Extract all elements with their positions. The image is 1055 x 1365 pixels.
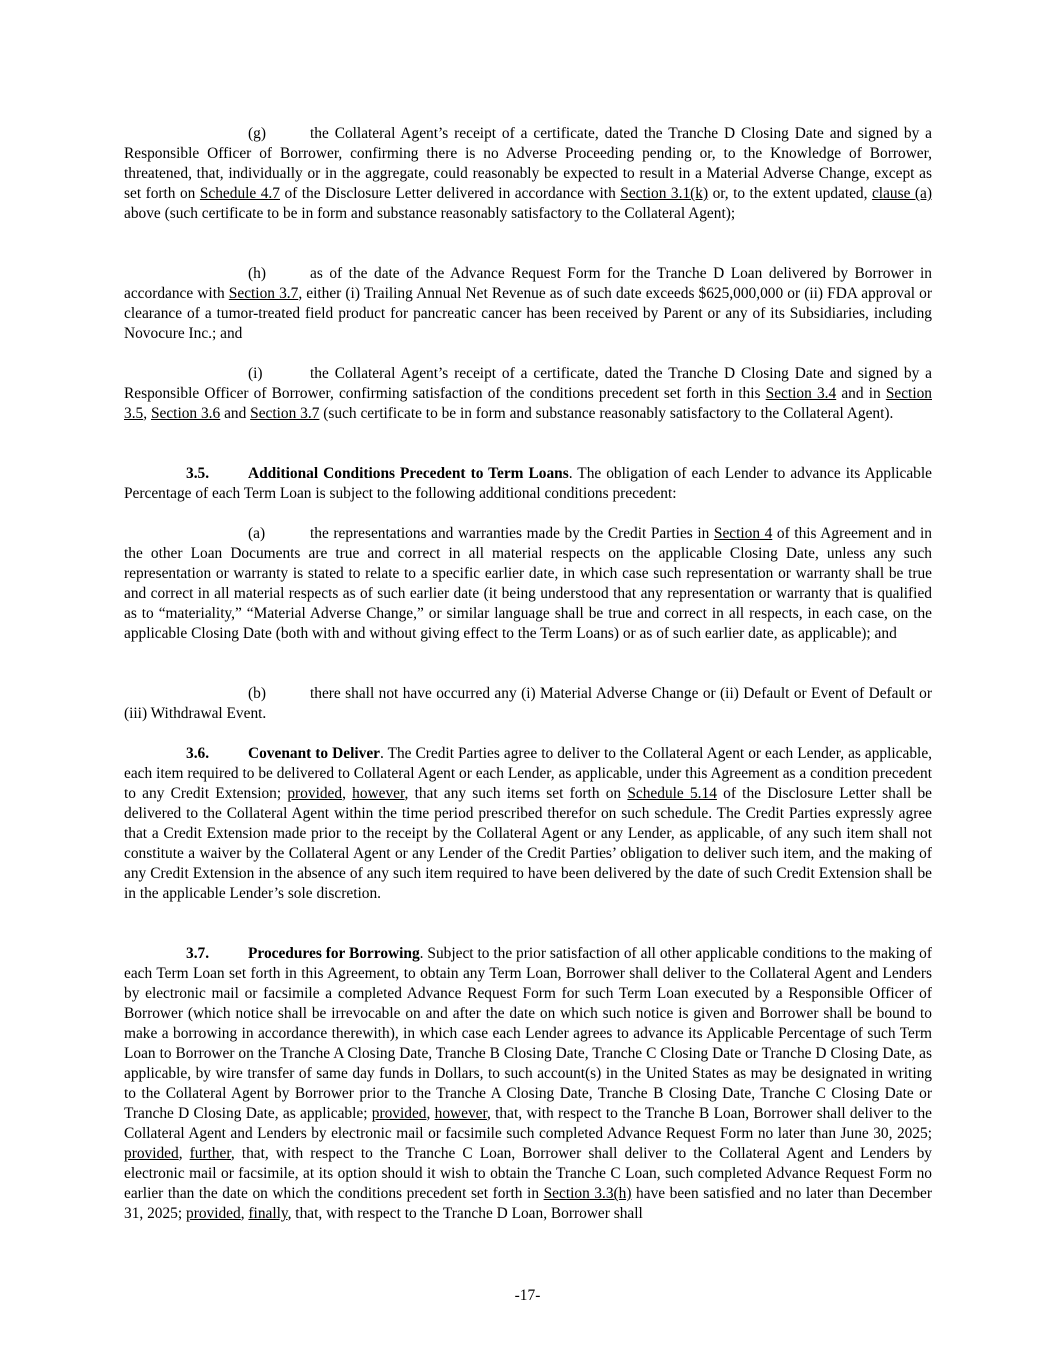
section-3-6-link: Section 3.6 <box>150 405 221 422</box>
however-term: however <box>352 785 405 802</box>
text: . The obligation of each Lender to advance its Applicable Percentage of each Term Loan is subject to the following additional conditions precedent: <box>124 465 932 502</box>
section-number: 3.6. <box>186 745 210 762</box>
text: , <box>143 405 151 422</box>
clause-label: (b) <box>248 685 266 702</box>
paragraph-h <box>124 264 932 344</box>
text: , that, with respect to the Tranche D Loan, Borrower shall <box>287 1205 643 1222</box>
section-heading: Additional Conditions Precedent to Term Loans <box>248 465 569 482</box>
clause-a-link: clause (a) <box>871 185 932 202</box>
text: , <box>178 1145 190 1162</box>
section-number: 3.5. <box>186 465 210 482</box>
section-3-6 <box>124 744 932 904</box>
schedule-4-7-link: Schedule 4.7 <box>199 185 280 202</box>
text: , that, with respect to the Tranche C Loan, Borrower shall deliver to the Collateral Agent and Lenders by electronic mail or facsimile, at its option should it wish to obtain the Tranche C Loan, such completed Advance Request Form no earlier than the date on which the conditions precedent set forth in <box>124 1145 933 1202</box>
section-heading: Procedures for Borrowing <box>248 945 420 962</box>
text: , <box>426 1105 435 1122</box>
text: , either (i) Trailing Annual Net Revenue as of such date exceeds $625,000,000 or (ii) FDA approval or clearance of a tumor-treated field product for pancreatic cancer has been received by Parent or any of its Subsidiaries, including Novocure Inc.; and <box>124 285 932 342</box>
provided-term: provided <box>287 785 343 802</box>
text: or, to the extent updated, <box>708 185 872 202</box>
text: of the Disclosure Letter delivered in accordance with <box>279 185 621 202</box>
clause-label: (a) <box>248 525 266 542</box>
section-3-7 <box>124 944 932 1224</box>
text: of the Disclosure Letter shall be delivered to the Collateral Agent within the time period prescribed therefor on such schedule. The Credit Parties expressly agree that a Credit Extension made prior to the receipt by the Collateral Agent or any Lender, as applicable, of any such item shall not constitute a waiver by the Collateral Agent or any Lender of the Credit Parties’ obligation to deliver such item, and the making of any Credit Extension in the absence of any such item required to have been delivered by the date of such Credit Extension shall be in the applicable Lender’s sole discretion. <box>124 785 932 902</box>
section-3-5 <box>124 464 932 504</box>
clause-label: (i) <box>248 365 263 382</box>
text: of this Agreement and in the other Loan Documents are true and correct in all material respects on the applicable Closing Date, unless any such representation or warranty is stated to relate to a specific earlier date, in which case such representation or warranty shall be true and correct in all material respects as of such earlier date (it being understood that any representation or warranty that is qualified as to “materiality,” “Material Adverse Change,” or similar language shall be true and correct in all respects, in each case, on the applicable Closing Date (both with and without giving effect to the Term Loans) or as of such earlier date, as applicable); and <box>124 525 932 642</box>
paragraph-g <box>124 124 932 224</box>
however-term: however <box>434 1105 488 1122</box>
paragraph-b <box>124 684 932 724</box>
page-number: -17- <box>514 1287 541 1304</box>
provided-term: provided <box>371 1105 427 1122</box>
text: the Collateral Agent’s receipt of a certificate, dated the Tranche D Closing Date and signed by a Responsible Officer of Borrower, confirming there is no Adverse Proceeding pending or, to the Knowledge of Borrower, threatened, that, individually or in the aggregate, could reasonably be expected to result in a Material Adverse Change, except as set forth on <box>124 125 932 202</box>
text: as of the date of the Advance Request Form for the Tranche D Loan delivered by Borrower in accordance with <box>124 265 932 302</box>
section-3-7-link: Section 3.7 <box>250 405 320 422</box>
text: have been satisfied and no later than December 31, 2025; <box>124 1185 932 1222</box>
text: , <box>240 1205 249 1222</box>
provided-term: provided <box>124 1145 179 1162</box>
text: (such certificate to be in form and substance reasonably satisfactory to the Collateral Agent). <box>319 405 894 422</box>
section-number: 3.7. <box>186 945 210 962</box>
text: the representations and warranties made by the Credit Parties in <box>310 525 714 542</box>
text: , that any such items set forth on <box>404 785 628 802</box>
text: and in <box>836 385 886 402</box>
paragraph-a <box>124 524 932 644</box>
text: , <box>342 785 353 802</box>
text: and <box>220 405 251 422</box>
paragraph-i <box>124 364 932 424</box>
text: above (such certificate to be in form and substance reasonably satisfactory to the Collateral Agent); <box>124 205 736 222</box>
section-4-link: Section 4 <box>713 525 773 542</box>
section-3-7-link: Section 3.7 <box>228 285 299 302</box>
section-3-3h-link: Section 3.3(h) <box>543 1185 632 1202</box>
provided-term: provided <box>186 1205 241 1222</box>
text: . The Credit Parties agree to deliver to the Collateral Agent or each Lender, as applicable, each item required to be delivered to Collateral Agent or each Lender, as applicable, under this Agreement as a condition precedent to any Credit Extension; <box>124 745 932 802</box>
text: the Collateral Agent’s receipt of a certificate, dated the Tranche D Closing Date and signed by a Responsible Officer of Borrower, confirming satisfaction of the conditions precedent set forth in this <box>124 365 932 402</box>
text: there shall not have occurred any (i) Material Adverse Change or (ii) Default or Event of Default or (iii) Withdrawal Event. <box>124 685 932 722</box>
clause-label: (g) <box>248 125 266 142</box>
section-3-1k-link: Section 3.1(k) <box>620 185 709 202</box>
further-term: further <box>189 1145 231 1162</box>
text: , that, with respect to the Tranche B Loan, Borrower shall deliver to the Collateral Agent and Lenders by electronic mail or facsimile such completed Advance Request Form no later than June 30, 2025; <box>124 1105 932 1142</box>
section-heading: Covenant to Deliver <box>248 745 380 762</box>
text: . Subject to the prior satisfaction of all other applicable conditions to the making of each Term Loan set forth in this Agreement, to obtain any Term Loan, Borrower shall deliver to the Collateral Agent and Lenders by electronic mail or facsimile a completed Advance Request Form for such Term Loan executed by a Responsible Officer of Borrower (which notice shall be irrevocable on and after the date on which such notice is given and Borrower shall be bound to make a borrowing in accordance therewith), in which case each Lender agrees to advance its Applicable Percentage of such Term Loan to Borrower on the Tranche A Closing Date, Tranche B Closing Date, Tranche C Closing Date or Tranche D Closing Date, as applicable, by wire transfer of same day funds in Dollars, to such account(s) in the United States as may be designated in writing to the Collateral Agent by Borrower prior to the Tranche A Closing Date, Tranche B Closing Date, Tranche C Closing Date or Tranche D Closing Date, as applicable; <box>124 945 932 1122</box>
clause-label: (h) <box>248 265 266 282</box>
section-3-4-link: Section 3.4 <box>765 385 837 402</box>
section-3-5-link: Section 3.5 <box>124 385 932 422</box>
finally-term: finally <box>248 1205 288 1222</box>
schedule-5-14-link: Schedule 5.14 <box>627 785 717 802</box>
